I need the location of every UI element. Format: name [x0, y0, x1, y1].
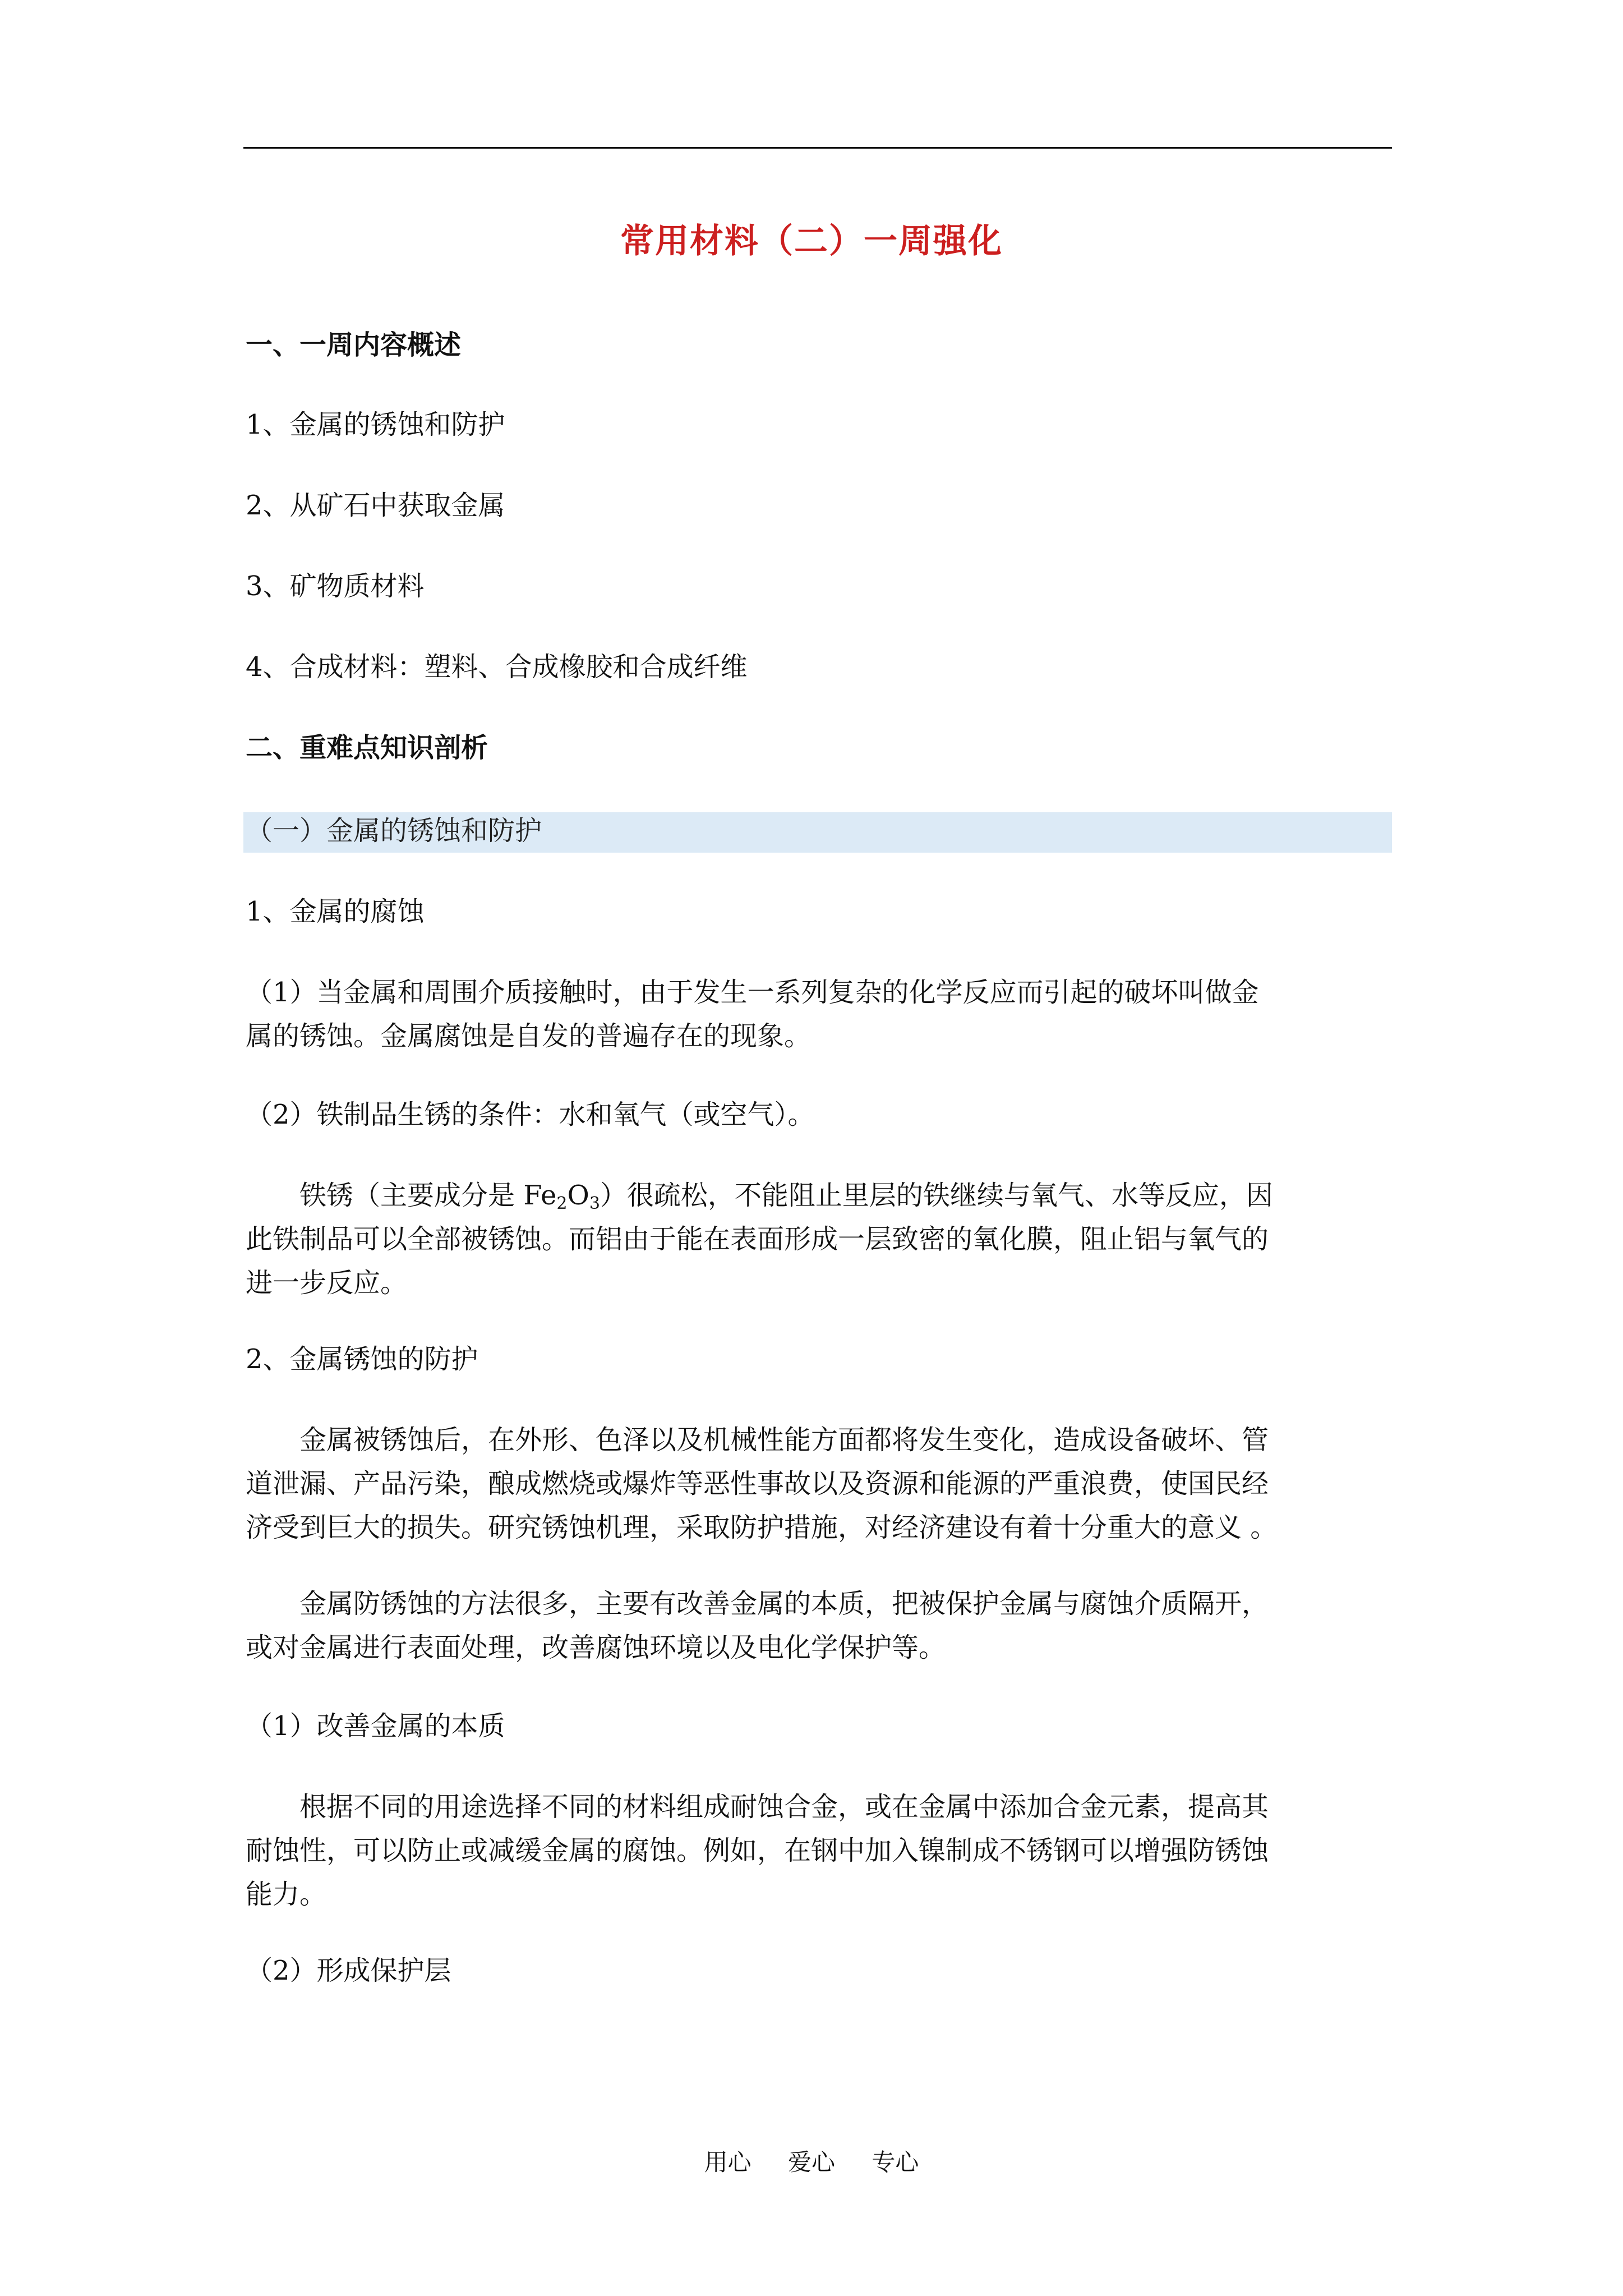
subsection-heading: （一）金属的锈蚀和防护 — [246, 815, 542, 846]
text-span: O — [567, 1180, 589, 1211]
overview-item: 3、矿物质材料 — [246, 570, 425, 602]
text-line: 此铁制品可以全部被锈蚀。而铝由于能在表面形成一层致密的氧化膜，阻止铝与氧气的 — [246, 1223, 1269, 1255]
text-line: （1）当金属和周围介质接触时，由于发生一系列复杂的化学反应而引起的破坏叫做金 — [246, 977, 1259, 1008]
text-line: 属的锈蚀。金属腐蚀是自发的普遍存在的现象。 — [246, 1020, 811, 1052]
section1-heading: 一、一周内容概述 — [246, 329, 462, 361]
text-line: 道泄漏、产品污染，酿成燃烧或爆炸等恶性事故以及资源和能源的严重浪费，使国民经 — [246, 1468, 1269, 1499]
overview-item: 1、金属的锈蚀和防护 — [246, 409, 505, 440]
overview-item: 2、从矿石中获取金属 — [246, 490, 505, 521]
paragraph-heading: 1、金属的腐蚀 — [246, 896, 425, 927]
page-footer — [0, 2144, 1623, 2178]
text-line: 或对金属进行表面处理，改善腐蚀环境以及电化学保护等。 — [246, 1632, 946, 1663]
protection-paragraph — [246, 1418, 1390, 1549]
rust-paragraph — [246, 1174, 1390, 1305]
text-line — [246, 1174, 1390, 1217]
text-span: ）很疏松，不能阻止里层的铁继续与氧气、水等反应，因 — [600, 1180, 1273, 1211]
page-title: 常用材料（二）一周强化 — [620, 222, 1003, 261]
section2-heading: 二、重难点知识剖析 — [246, 732, 488, 763]
text-line: 进一步反应。 — [246, 1267, 408, 1299]
text-line: 能力。 — [246, 1879, 327, 1910]
text-line: 根据不同的用途选择不同的材料组成耐蚀合金，或在金属中添加合金元素，提高其 — [299, 1791, 1269, 1823]
text-span: 铁锈（主要成分是 Fe — [299, 1180, 557, 1211]
footer-text: 用心 — [704, 2148, 751, 2176]
text-line: 济受到巨大的损失。研究锈蚀机理，采取防护措施，对经济建设有着十分重大的意义 。 — [246, 1512, 1278, 1543]
paragraph-heading: （1）改善金属的本质 — [246, 1710, 505, 1742]
text-line: 金属防锈蚀的方法很多，主要有改善金属的本质，把被保护金属与腐蚀介质隔开， — [299, 1588, 1269, 1619]
subscript: 2 — [556, 1194, 568, 1213]
alloy-paragraph — [246, 1785, 1390, 1916]
footer-text: 专心 — [872, 2148, 919, 2176]
paragraph-heading: （2）形成保护层 — [246, 1955, 451, 1986]
text-line: 金属被锈蚀后，在外形、色泽以及机械性能方面都将发生变化，造成设备破坏、管 — [299, 1424, 1269, 1456]
header-rule — [243, 147, 1392, 149]
text-line: 耐蚀性，可以防止或减缓金属的腐蚀。例如，在钢中加入镍制成不锈钢可以增强防锈蚀 — [246, 1835, 1269, 1866]
footer-text: 爱心 — [787, 2148, 835, 2176]
paragraph-heading: 2、金属锈蚀的防护 — [246, 1343, 478, 1375]
methods-paragraph — [246, 1582, 1390, 1669]
overview-item: 4、合成材料：塑料、合成橡胶和合成纤维 — [246, 651, 748, 683]
rust-conditions: （2）铁制品生锈的条件：水和氧气（或空气）。 — [246, 1099, 815, 1130]
subscript: 3 — [589, 1194, 600, 1213]
corrosion-definition — [246, 970, 1390, 1058]
